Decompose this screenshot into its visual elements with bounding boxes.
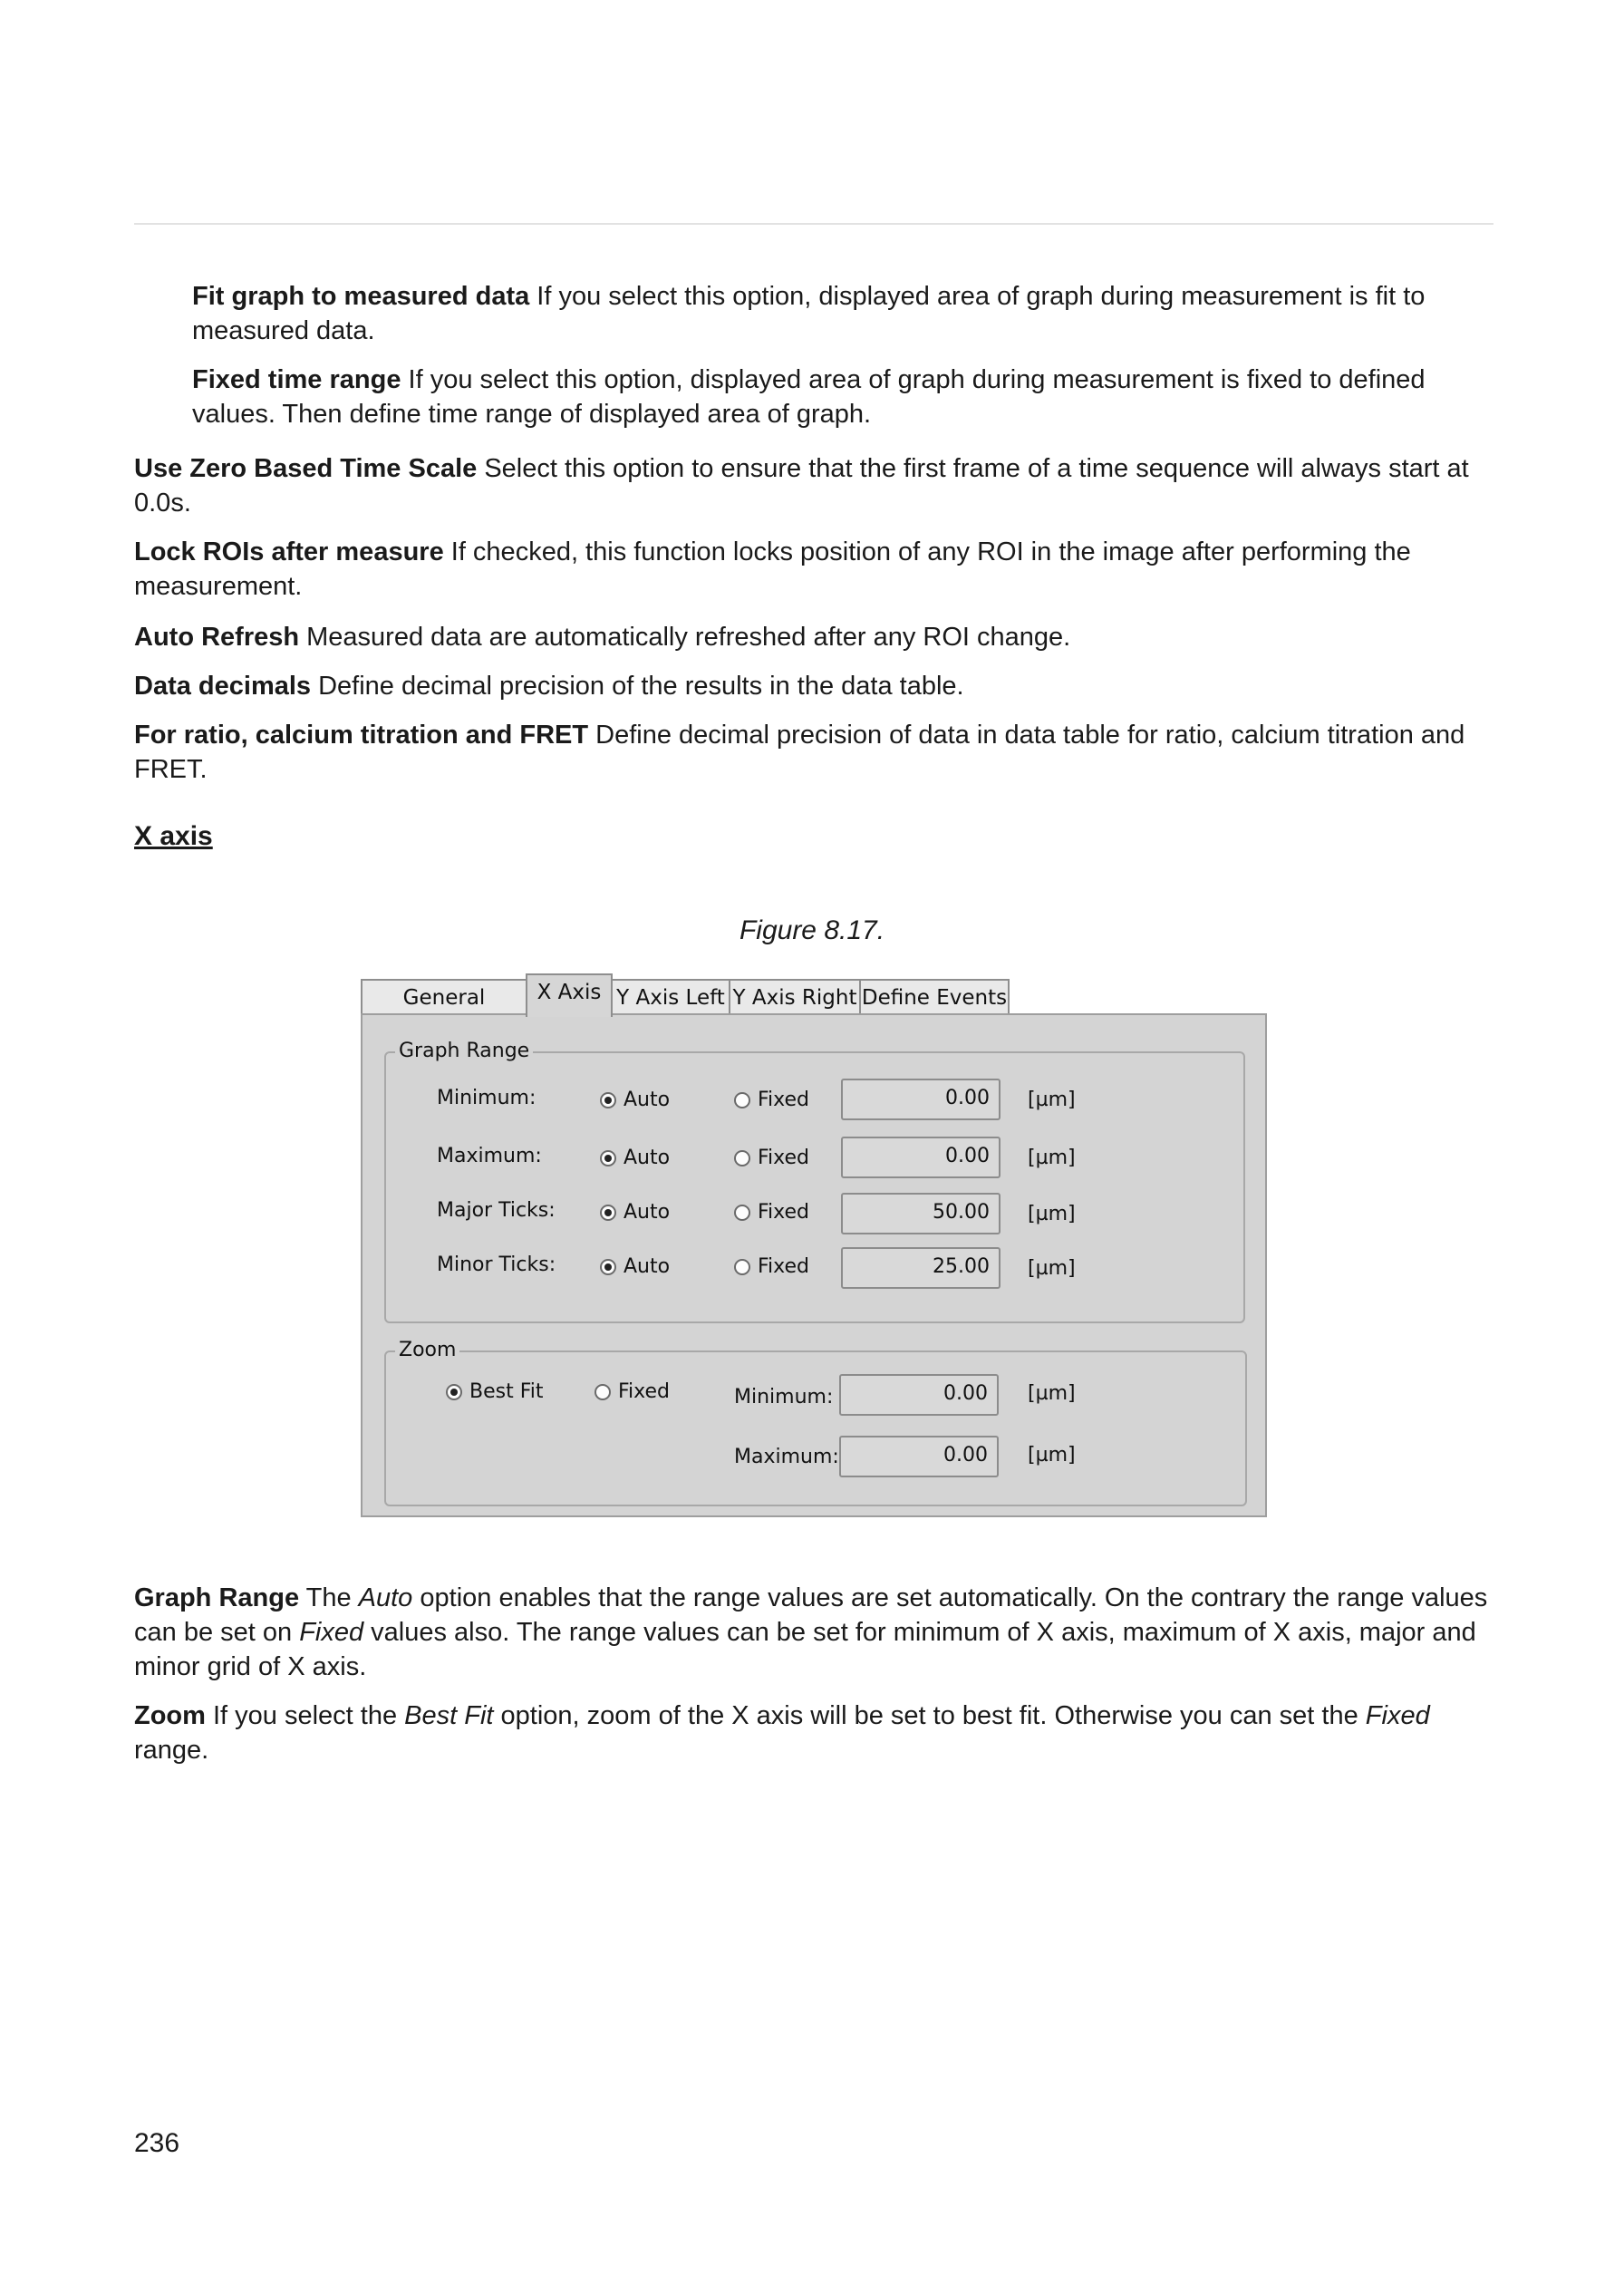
- para-fixed-time: Fixed time range If you select this option, displayed area of graph during measurement is fixed to defined values. Then define time range of displayed area of graph.: [192, 365, 1426, 429]
- zoom-minimum-field[interactable]: 0.00: [839, 1374, 999, 1416]
- para-ratio: For ratio, calcium titration and FRET Define decimal precision of data in data table for ratio, calcium titration and FRET.: [134, 721, 1465, 784]
- para-lock-rois: Lock ROIs after measure If checked, this function locks position of any ROI in the image after performing the measurement.: [134, 537, 1411, 601]
- maximum-value-field[interactable]: 0.00: [841, 1137, 1000, 1178]
- term-graph-range: Graph Range: [134, 1583, 300, 1612]
- minor-ticks-value-field[interactable]: 25.00: [841, 1247, 1000, 1289]
- major-ticks-auto-radio[interactable]: Auto: [600, 1200, 670, 1225]
- radio-selected-icon: [446, 1384, 462, 1400]
- term-fit-graph: Fit graph to measured data: [192, 282, 530, 311]
- major-ticks-value-field[interactable]: 50.00: [841, 1193, 1000, 1234]
- radio-selected-icon: [600, 1092, 616, 1108]
- zoom-title: Zoom: [395, 1338, 459, 1363]
- zoom-minimum-unit: [µm]: [1028, 1382, 1076, 1405]
- zoom-maximum-field[interactable]: 0.00: [839, 1436, 999, 1477]
- term-auto-refresh: Auto Refresh: [134, 623, 300, 652]
- term-zero-based: Use Zero Based Time Scale: [134, 454, 478, 483]
- major-ticks-unit: [µm]: [1028, 1203, 1076, 1225]
- minor-ticks-unit: [µm]: [1028, 1257, 1076, 1280]
- radio-selected-icon: [600, 1205, 616, 1221]
- minimum-label: Minimum:: [437, 1087, 536, 1109]
- para-fit-graph: Fit graph to measured data If you select this option, displayed area of graph during measurement is fit to measured data.: [192, 282, 1426, 345]
- para-zero-based: Use Zero Based Time Scale Select this option to ensure that the first frame of a time sequence will always start at 0.0s.: [134, 454, 1469, 518]
- graph-options-dialog: [361, 973, 1267, 1517]
- maximum-unit: [µm]: [1028, 1147, 1076, 1169]
- tab-define-events[interactable]: Define Events: [859, 979, 1010, 1015]
- zoom-fixed-radio[interactable]: Fixed: [594, 1379, 670, 1405]
- minor-ticks-label: Minor Ticks:: [437, 1253, 556, 1276]
- maximum-auto-radio[interactable]: Auto: [600, 1146, 670, 1171]
- zoom-minimum-label: Minimum:: [734, 1386, 834, 1408]
- term-ratio: For ratio, calcium titration and FRET: [134, 721, 589, 750]
- page-number: 236: [134, 2128, 180, 2158]
- radio-empty-icon: [594, 1384, 611, 1400]
- radio-empty-icon: [734, 1205, 750, 1221]
- graph-range-group: [384, 1040, 1245, 1323]
- zoom-maximum-label: Maximum:: [734, 1446, 839, 1468]
- major-ticks-fixed-radio[interactable]: Fixed: [734, 1200, 809, 1225]
- tab-panel: [361, 1013, 1267, 1517]
- term-zoom: Zoom: [134, 1701, 206, 1730]
- graph-range-title: Graph Range: [395, 1039, 533, 1064]
- minor-ticks-auto-radio[interactable]: Auto: [600, 1254, 670, 1280]
- para-zoom: Zoom If you select the Best Fit option, zoom of the X axis will be set to best fit. Otherwise you can set the Fixed range.: [134, 1701, 1430, 1765]
- minor-ticks-fixed-radio[interactable]: Fixed: [734, 1254, 809, 1280]
- radio-empty-icon: [734, 1092, 750, 1108]
- term-data-decimals: Data decimals: [134, 672, 312, 701]
- tab-x-axis[interactable]: X Axis: [526, 973, 613, 1017]
- section-heading: X axis: [134, 821, 213, 851]
- figure-caption: Figure 8.17.: [739, 915, 885, 945]
- minimum-value-field[interactable]: 0.00: [841, 1079, 1000, 1120]
- radio-selected-icon: [600, 1259, 616, 1275]
- tab-y-axis-left[interactable]: Y Axis Left: [611, 979, 730, 1015]
- maximum-fixed-radio[interactable]: Fixed: [734, 1146, 809, 1171]
- term-fixed-time: Fixed time range: [192, 365, 401, 394]
- header-rule: [134, 223, 1494, 225]
- radio-empty-icon: [734, 1150, 750, 1166]
- para-graph-range: Graph Range The Auto option enables that the range values are set automatically. On the contrary the range values can be set on Fixed values also. The range values can be set for minimum of X axis, maximum of X axis, major and minor grid of X axis.: [134, 1583, 1488, 1681]
- radio-selected-icon: [600, 1150, 616, 1166]
- tab-y-axis-right[interactable]: Y Axis Right: [729, 979, 861, 1015]
- para-auto-refresh: Auto Refresh Measured data are automatically refreshed after any ROI change.: [134, 623, 1071, 652]
- radio-empty-icon: [734, 1259, 750, 1275]
- zoom-group: [384, 1339, 1247, 1506]
- major-ticks-label: Major Ticks:: [437, 1199, 556, 1222]
- zoom-maximum-unit: [µm]: [1028, 1444, 1076, 1466]
- minimum-unit: [µm]: [1028, 1089, 1076, 1111]
- term-lock-rois: Lock ROIs after measure: [134, 537, 444, 566]
- para-data-decimals: Data decimals Define decimal precision of the results in the data table.: [134, 672, 964, 701]
- maximum-label: Maximum:: [437, 1145, 542, 1167]
- minimum-auto-radio[interactable]: Auto: [600, 1088, 670, 1113]
- minimum-fixed-radio[interactable]: Fixed: [734, 1088, 809, 1113]
- tab-general-options[interactable]: General: [361, 979, 527, 1015]
- best-fit-radio[interactable]: Best Fit: [446, 1379, 544, 1405]
